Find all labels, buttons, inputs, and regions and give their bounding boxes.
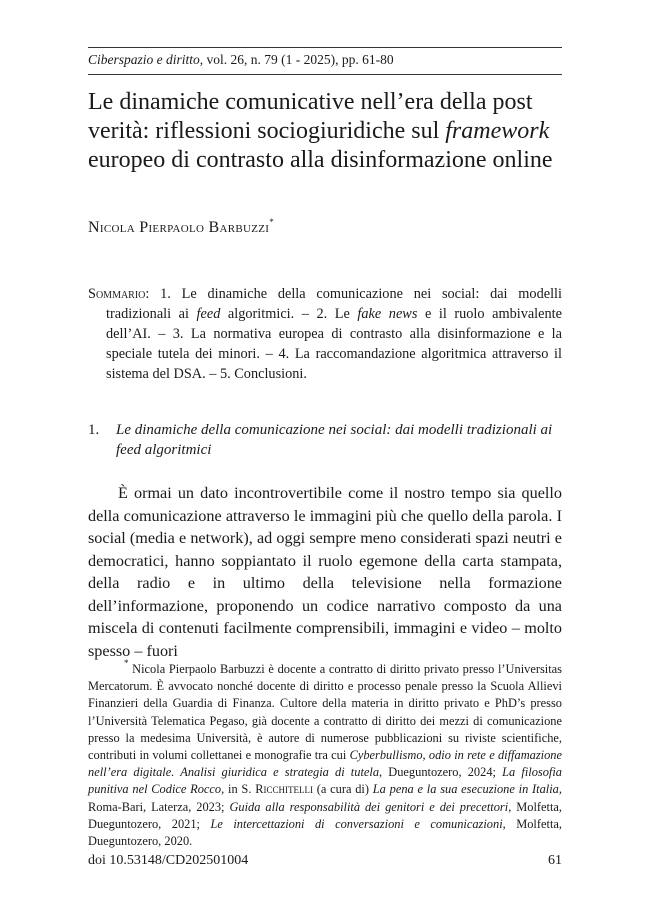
page-number: 61 [548, 853, 562, 868]
journal-name: Ciberspazio e diritto [88, 52, 200, 67]
summary-label: Sommario [88, 286, 146, 302]
issue-info: , vol. 26, n. 79 (1 - 2025), pp. 61-80 [199, 52, 394, 67]
header-top-rule [88, 47, 562, 48]
article-title: Le dinamiche comunicative nell’era della post verità: riflessioni sociogiuridiche sul framework europeo di contrasto alla disinformazione online [88, 89, 553, 173]
section-heading [88, 420, 562, 460]
footnote-mark: * [124, 658, 129, 668]
body-paragraph: È ormai un dato incontrovertibile come il nostro tempo sia quello della comunicazione attraverso le immagini più che quello della parola. I social (media e network), ad oggi sempre meno considerati spazi neutri e democratici, hanno soppiantato il ruolo egemone della carta stampata, della radio e in ultimo della televisione nella formazione dell’informazione, proponendo un codice narrativo composto da una miscela di contenuti facilmente comprensibili, immagini e video – molto spesso – fuori [88, 484, 562, 660]
doi-link[interactable]: doi 10.53148/CD202501004 [88, 853, 249, 868]
header-bottom-rule [88, 74, 562, 75]
section-title: Le dinamiche della comunicazione nei social: dai modelli tradizionali ai feed algoritmici [116, 422, 553, 458]
section-number: 1. [88, 422, 100, 438]
summary-block: Sommario: 1. Le dinamiche della comunicazione nei social: dai modelli tradizionali ai feed algoritmici. – 2. Le fake news e il ruolo ambivalente dell’AI. – 3. La normativa europea di contrasto alla disinformazione e la speciale tutela dei minori. – 4. La raccomandazione algoritmica attraverso il sistema del DSA. – 5. Conclusioni. [88, 286, 562, 382]
footnote: * Nicola Pierpaolo Barbuzzi è docente a contratto di diritto privato presso l’Universitas Mercatorum. È avvocato nonché docente di diritto e processo penale presso la Scuola Allievi Finanzieri della Guardia di Finanza. Cultore della materia in diritto privato e PhD’s presso l’Università Telematica Pegaso, già docente a contratto di diritto dei mezzi di comunicazione presso la medesima Università, è autore di numerose pubblicazioni su riviste scientifiche, contributi in volumi collettanei e monografie tra cui Cyberbullismo, odio in rete e diffamazione nell’era digitale. Analisi giuridica e strategia di tutela, Dueguntozero, 2024; La filosofia punitiva nel Codice Rocco, in S. Ricchitelli (a cura di) La pena e la sua esecuzione in Italia, Roma-Bari, Laterza, 2023; Guida alla responsabilità dei genitori e dei precettori, Molfetta, Dueguntozero, 2021; Le intercettazioni di conversazioni e comunicazioni, Molfetta, Dueguntozero, 2020. [88, 658, 562, 849]
body-text [88, 482, 562, 662]
author-name: Nicola Pierpaolo Barbuzzi [88, 219, 270, 236]
running-header [88, 51, 562, 69]
author-line [88, 217, 562, 237]
author-footnote-mark: * [269, 217, 275, 227]
title-emphasis: framework [445, 118, 550, 144]
